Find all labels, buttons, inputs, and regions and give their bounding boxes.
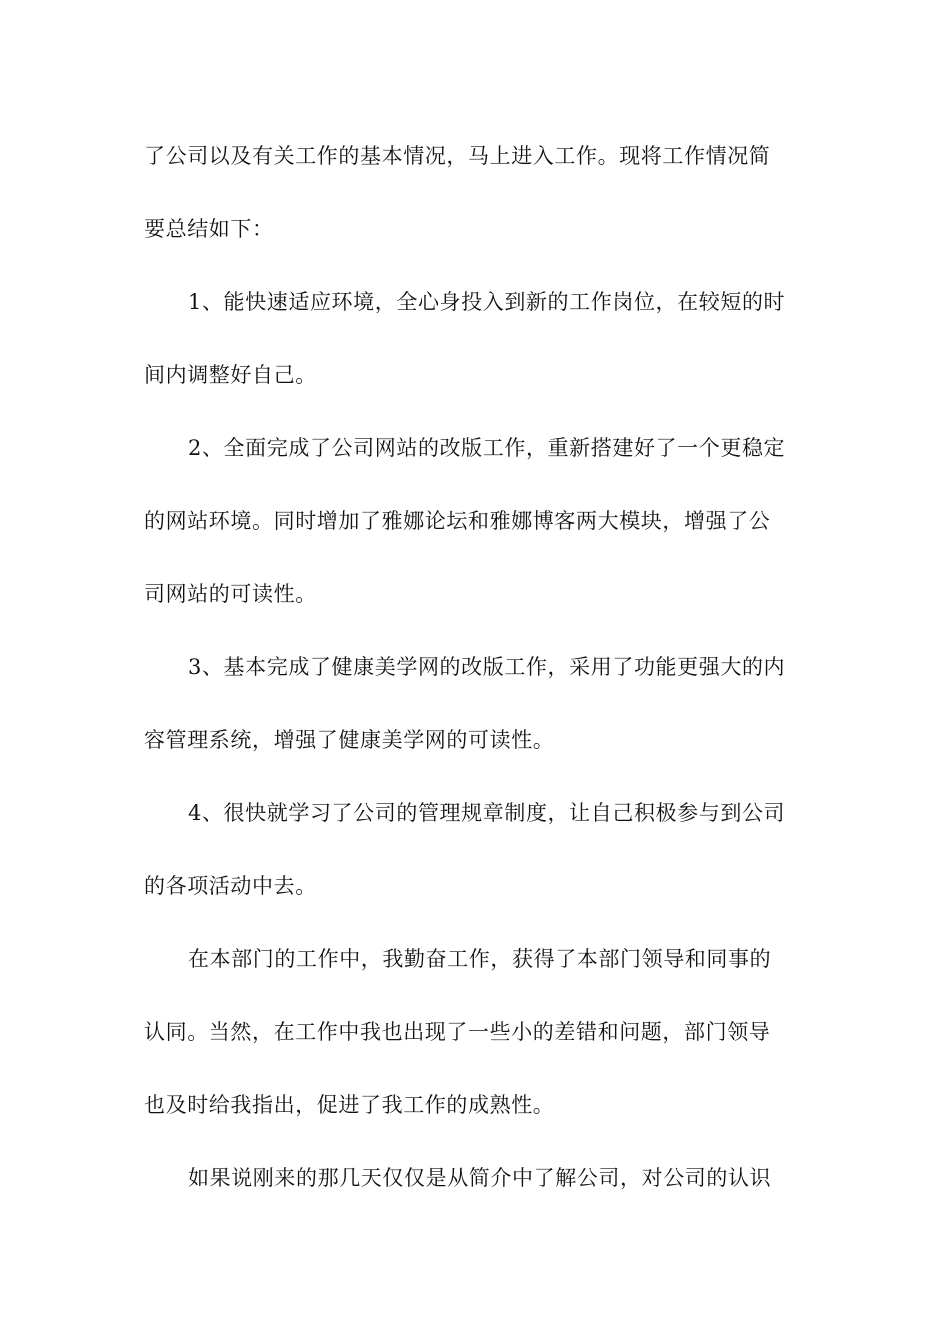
text-line: 的网站环境。同时增加了雅娜论坛和雅娜博客两大模块，增强了公 [144, 509, 771, 533]
text-line: 4、很快就学习了公司的管理规章制度，让自己积极参与到公司 [188, 801, 786, 825]
text-line: 1、能快速适应环境，全心身投入到新的工作岗位，在较短的时 [188, 290, 786, 314]
text-line: 的各项活动中去。 [144, 874, 317, 898]
text-line: 了公司以及有关工作的基本情况，马上进入工作。现将工作情况简 [144, 144, 771, 168]
text-line: 司网站的可读性。 [144, 582, 317, 606]
text-line: 认同。当然，在工作中我也出现了一些小的差错和问题，部门领导 [144, 1020, 771, 1044]
text-line: 容管理系统，增强了健康美学网的可读性。 [144, 728, 555, 752]
text-line: 间内调整好自己。 [144, 363, 317, 387]
text-line: 在本部门的工作中，我勤奋工作，获得了本部门领导和同事的 [188, 947, 772, 971]
text-line: 如果说刚来的那几天仅仅是从简介中了解公司，对公司的认识 [188, 1166, 772, 1190]
text-line: 要总结如下： [144, 217, 274, 241]
text-line: 3、基本完成了健康美学网的改版工作，采用了功能更强大的内 [188, 655, 786, 679]
text-line: 2、全面完成了公司网站的改版工作，重新搭建好了一个更稳定 [188, 436, 786, 460]
text-line: 也及时给我指出，促进了我工作的成熟性。 [144, 1093, 555, 1117]
